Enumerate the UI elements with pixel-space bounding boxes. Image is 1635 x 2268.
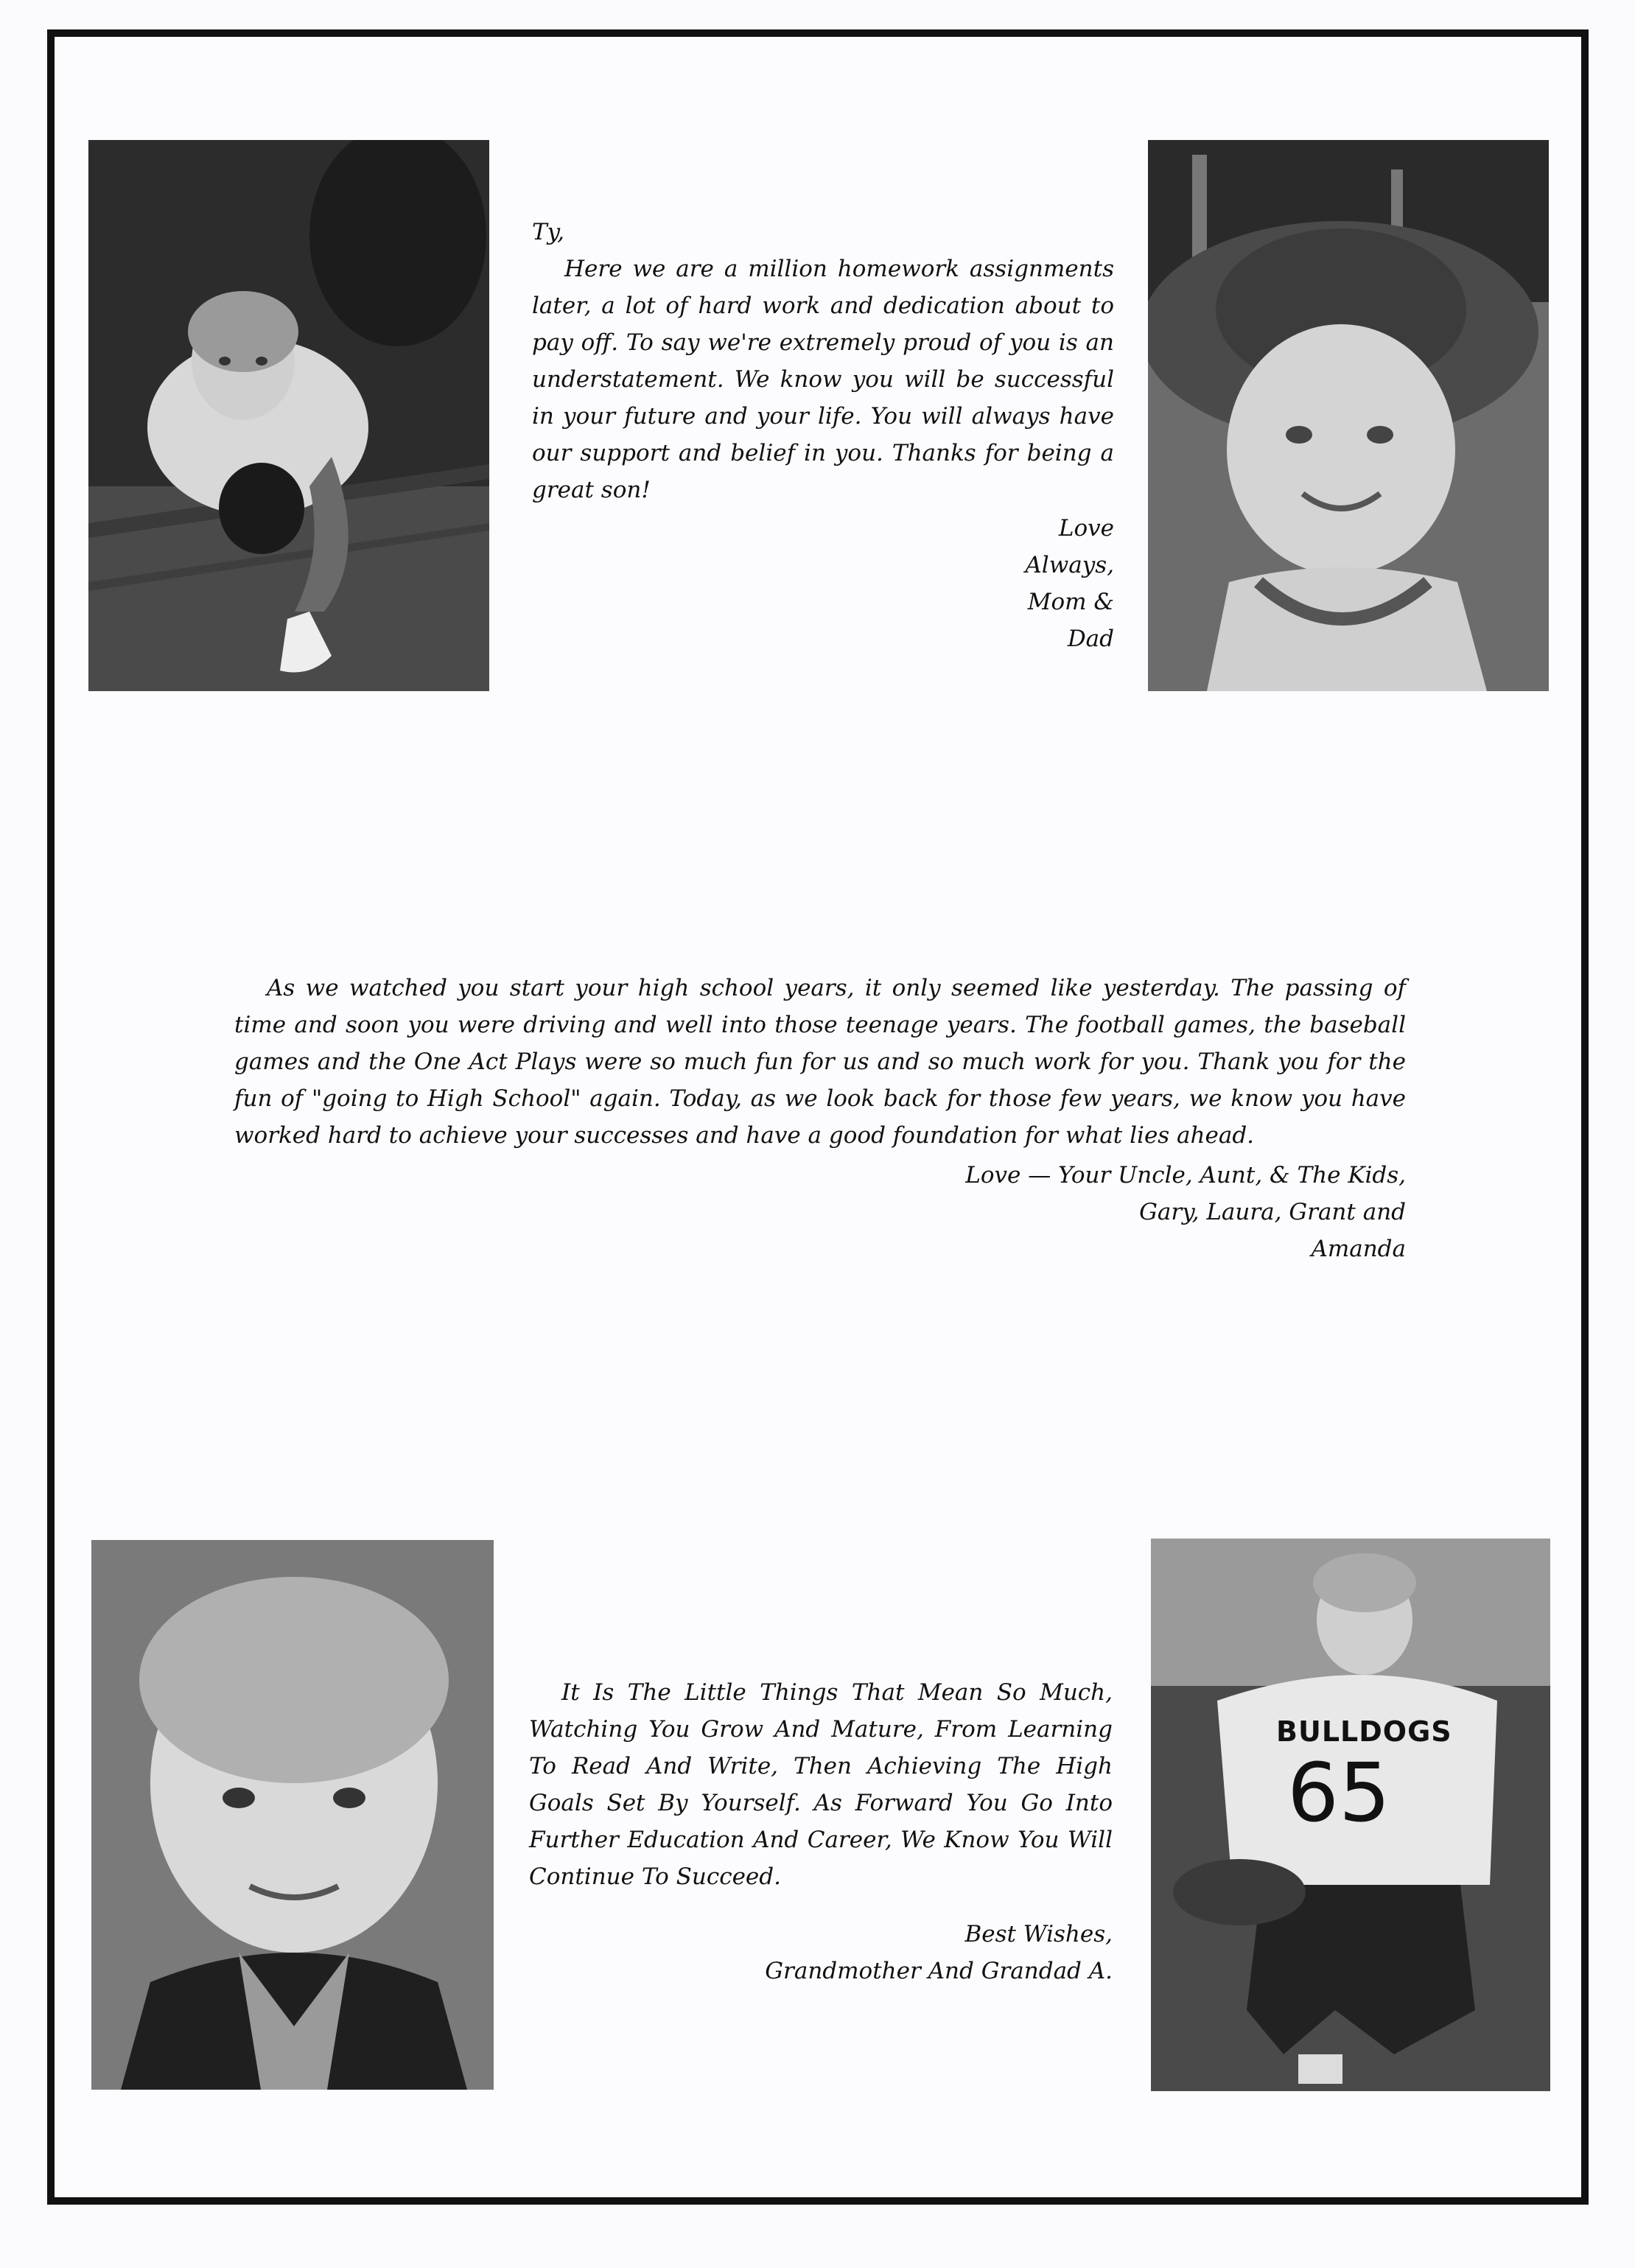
- letter-signature: [532, 510, 1114, 657]
- signature-line: Gary, Laura, Grant and: [1139, 1199, 1406, 1225]
- football-player-photo: [1151, 1539, 1550, 2091]
- letter-body: As we watched you start your high school years, it only seemed like yesterday. The passing of time and soon you were driving and well into those teenage years. The football games, the baseball games and the One Act Plays were so much fun for us and so much work for you. Thank you for the fun of "going to High School" again. Today, as we look back for those few years, we know you have worked hard to achieve your successes and have a good foundation for what lies ahead.: [234, 975, 1406, 1149]
- letter-body: It Is The Little Things That Mean So Much, Watching You Grow And Mature, From Learning To Read And Write, Then Achieving The High Goals Set By Yourself. As Forward You Go Into Further Education And Career, We Know You Will Continue To Succeed.: [529, 1679, 1113, 1890]
- boy-in-hat-photo: [1148, 140, 1549, 691]
- letter-greeting: Ty,: [532, 219, 564, 245]
- grandparents-letter: [529, 1674, 1113, 1989]
- signature-line: Dad: [1067, 626, 1114, 652]
- signature-line: Always,: [1025, 552, 1114, 578]
- school-portrait-photo: [91, 1540, 494, 2090]
- letter-signature: [529, 1916, 1113, 1989]
- jersey-team-text: BULLDOGS: [1276, 1715, 1452, 1748]
- uncle-aunt-letter: [234, 970, 1406, 1267]
- signature-line: Best Wishes,: [964, 1921, 1113, 1947]
- signature-line: Amanda: [1311, 1236, 1406, 1262]
- parents-letter: [532, 214, 1114, 657]
- jersey-number-text: 65: [1287, 1746, 1390, 1840]
- signature-line: Grandmother And Grandad A.: [765, 1958, 1113, 1984]
- toddler-photo: [88, 140, 489, 691]
- letter-signature: [234, 1157, 1406, 1267]
- signature-line: Love — Your Uncle, Aunt, & The Kids,: [965, 1162, 1406, 1189]
- signature-line: Love: [1058, 515, 1114, 542]
- signature-line: Mom &: [1027, 589, 1114, 615]
- letter-body: Here we are a million homework assignments later, a lot of hard work and dedication about to pay off. To say we're extremely proud of you is an understatement. We know you will be successful in your future and your life. You will always have our support and belief in you. Thanks for being a great son!: [532, 256, 1114, 503]
